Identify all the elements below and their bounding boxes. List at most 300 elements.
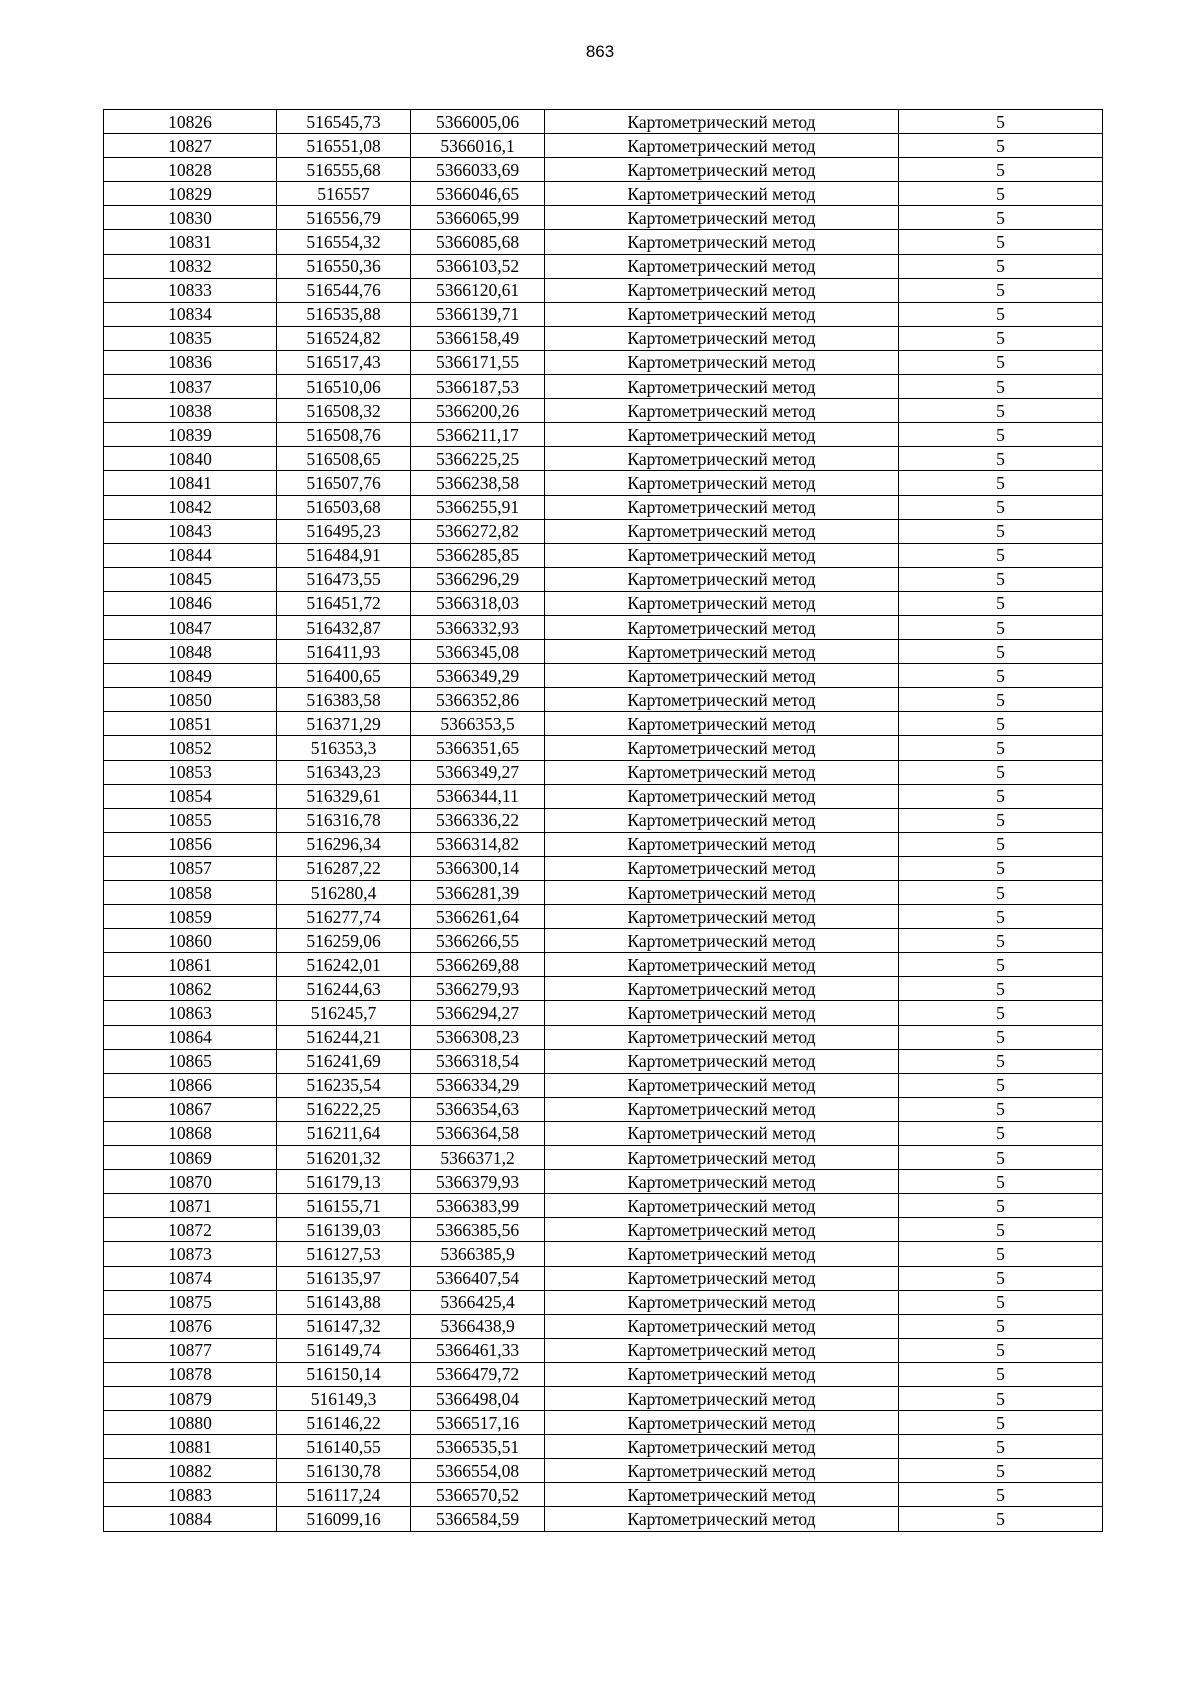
method-cell: Картометрический метод	[545, 591, 899, 615]
accuracy-cell: 5	[899, 567, 1103, 591]
table-row	[104, 881, 1103, 905]
table-row	[104, 1097, 1103, 1121]
method-cell: Картометрический метод	[545, 1507, 899, 1531]
y-coordinate-cell: 5366255,91	[411, 495, 545, 519]
point-number-cell: 10836	[104, 350, 277, 374]
method-cell: Картометрический метод	[545, 712, 899, 736]
y-coordinate-cell: 5366383,99	[411, 1194, 545, 1218]
accuracy-cell: 5	[899, 1218, 1103, 1242]
point-number-cell: 10871	[104, 1194, 277, 1218]
table-row	[104, 664, 1103, 688]
y-coordinate-cell: 5366269,88	[411, 953, 545, 977]
method-cell: Картометрический метод	[545, 1170, 899, 1194]
y-coordinate-cell: 5366353,5	[411, 712, 545, 736]
accuracy-cell: 5	[899, 1121, 1103, 1145]
accuracy-cell: 5	[899, 1242, 1103, 1266]
y-coordinate-cell: 5366385,56	[411, 1218, 545, 1242]
accuracy-cell: 5	[899, 206, 1103, 230]
table-row	[104, 230, 1103, 254]
y-coordinate-cell: 5366266,55	[411, 929, 545, 953]
method-cell: Картометрический метод	[545, 977, 899, 1001]
accuracy-cell: 5	[899, 1049, 1103, 1073]
point-number-cell: 10839	[104, 423, 277, 447]
x-coordinate-cell: 516411,93	[277, 640, 411, 664]
method-cell: Картометрический метод	[545, 158, 899, 182]
method-cell: Картометрический метод	[545, 615, 899, 639]
x-coordinate-cell: 516524,82	[277, 326, 411, 350]
point-number-cell: 10827	[104, 134, 277, 158]
point-number-cell: 10881	[104, 1435, 277, 1459]
y-coordinate-cell: 5366238,58	[411, 471, 545, 495]
x-coordinate-cell: 516179,13	[277, 1170, 411, 1194]
method-cell: Картометрический метод	[545, 1242, 899, 1266]
x-coordinate-cell: 516508,32	[277, 399, 411, 423]
point-number-cell: 10845	[104, 567, 277, 591]
accuracy-cell: 5	[899, 1290, 1103, 1314]
point-number-cell: 10862	[104, 977, 277, 1001]
table-row	[104, 712, 1103, 736]
x-coordinate-cell: 516149,3	[277, 1386, 411, 1410]
y-coordinate-cell: 5366158,49	[411, 326, 545, 350]
x-coordinate-cell: 516432,87	[277, 615, 411, 639]
point-number-cell: 10872	[104, 1218, 277, 1242]
point-number-cell: 10855	[104, 808, 277, 832]
method-cell: Картометрический метод	[545, 929, 899, 953]
y-coordinate-cell: 5366103,52	[411, 254, 545, 278]
table-row	[104, 1507, 1103, 1531]
table-row	[104, 1483, 1103, 1507]
x-coordinate-cell: 516245,7	[277, 1001, 411, 1025]
accuracy-cell: 5	[899, 591, 1103, 615]
method-cell: Картометрический метод	[545, 375, 899, 399]
point-number-cell: 10849	[104, 664, 277, 688]
y-coordinate-cell: 5366285,85	[411, 543, 545, 567]
accuracy-cell: 5	[899, 1338, 1103, 1362]
y-coordinate-cell: 5366139,71	[411, 302, 545, 326]
x-coordinate-cell: 516296,34	[277, 832, 411, 856]
point-number-cell: 10832	[104, 254, 277, 278]
point-number-cell: 10841	[104, 471, 277, 495]
method-cell: Картометрический метод	[545, 350, 899, 374]
table-row	[104, 1146, 1103, 1170]
table-row	[104, 905, 1103, 929]
y-coordinate-cell: 5366296,29	[411, 567, 545, 591]
table-row	[104, 736, 1103, 760]
table-row	[104, 1411, 1103, 1435]
point-number-cell: 10877	[104, 1338, 277, 1362]
point-number-cell: 10829	[104, 182, 277, 206]
y-coordinate-cell: 5366517,16	[411, 1411, 545, 1435]
method-cell: Картометрический метод	[545, 519, 899, 543]
table-row	[104, 784, 1103, 808]
method-cell: Картометрический метод	[545, 495, 899, 519]
y-coordinate-cell: 5366272,82	[411, 519, 545, 543]
table-row	[104, 1170, 1103, 1194]
method-cell: Картометрический метод	[545, 1073, 899, 1097]
table-row	[104, 326, 1103, 350]
accuracy-cell: 5	[899, 230, 1103, 254]
method-cell: Картометрический метод	[545, 134, 899, 158]
y-coordinate-cell: 5366425,4	[411, 1290, 545, 1314]
x-coordinate-cell: 516135,97	[277, 1266, 411, 1290]
method-cell: Картометрический метод	[545, 230, 899, 254]
x-coordinate-cell: 516555,68	[277, 158, 411, 182]
accuracy-cell: 5	[899, 1362, 1103, 1386]
table-row	[104, 495, 1103, 519]
table-row	[104, 399, 1103, 423]
x-coordinate-cell: 516241,69	[277, 1049, 411, 1073]
x-coordinate-cell: 516400,65	[277, 664, 411, 688]
table-row	[104, 206, 1103, 230]
accuracy-cell: 5	[899, 423, 1103, 447]
accuracy-cell: 5	[899, 1097, 1103, 1121]
table-row	[104, 615, 1103, 639]
method-cell: Картометрический метод	[545, 1290, 899, 1314]
point-number-cell: 10834	[104, 302, 277, 326]
point-number-cell: 10880	[104, 1411, 277, 1435]
table-row	[104, 543, 1103, 567]
y-coordinate-cell: 5366407,54	[411, 1266, 545, 1290]
x-coordinate-cell: 516545,73	[277, 110, 411, 134]
point-number-cell: 10853	[104, 760, 277, 784]
x-coordinate-cell: 516551,08	[277, 134, 411, 158]
x-coordinate-cell: 516507,76	[277, 471, 411, 495]
x-coordinate-cell: 516139,03	[277, 1218, 411, 1242]
y-coordinate-cell: 5366351,65	[411, 736, 545, 760]
table-row	[104, 977, 1103, 1001]
point-number-cell: 10828	[104, 158, 277, 182]
table-row	[104, 302, 1103, 326]
y-coordinate-cell: 5366354,63	[411, 1097, 545, 1121]
point-number-cell: 10870	[104, 1170, 277, 1194]
method-cell: Картометрический метод	[545, 881, 899, 905]
point-number-cell: 10837	[104, 375, 277, 399]
x-coordinate-cell: 516517,43	[277, 350, 411, 374]
accuracy-cell: 5	[899, 471, 1103, 495]
y-coordinate-cell: 5366352,86	[411, 688, 545, 712]
method-cell: Картометрический метод	[545, 664, 899, 688]
x-coordinate-cell: 516508,76	[277, 423, 411, 447]
x-coordinate-cell: 516383,58	[277, 688, 411, 712]
table-row	[104, 953, 1103, 977]
method-cell: Картометрический метод	[545, 567, 899, 591]
accuracy-cell: 5	[899, 688, 1103, 712]
table-row	[104, 278, 1103, 302]
page-number: 863	[585, 42, 615, 61]
y-coordinate-cell: 5366225,25	[411, 447, 545, 471]
point-number-cell: 10860	[104, 929, 277, 953]
table-row	[104, 1242, 1103, 1266]
y-coordinate-cell: 5366314,82	[411, 832, 545, 856]
y-coordinate-cell: 5366318,03	[411, 591, 545, 615]
method-cell: Картометрический метод	[545, 302, 899, 326]
table-row	[104, 856, 1103, 880]
point-number-cell: 10844	[104, 543, 277, 567]
accuracy-cell: 5	[899, 1194, 1103, 1218]
y-coordinate-cell: 5366344,11	[411, 784, 545, 808]
x-coordinate-cell: 516211,64	[277, 1121, 411, 1145]
method-cell: Картометрический метод	[545, 1386, 899, 1410]
point-number-cell: 10876	[104, 1314, 277, 1338]
table-row	[104, 688, 1103, 712]
y-coordinate-cell: 5366308,23	[411, 1025, 545, 1049]
accuracy-cell: 5	[899, 1314, 1103, 1338]
table-row	[104, 182, 1103, 206]
accuracy-cell: 5	[899, 1073, 1103, 1097]
method-cell: Картометрический метод	[545, 1097, 899, 1121]
accuracy-cell: 5	[899, 110, 1103, 134]
y-coordinate-cell: 5366498,04	[411, 1386, 545, 1410]
point-number-cell: 10857	[104, 856, 277, 880]
y-coordinate-cell: 5366479,72	[411, 1362, 545, 1386]
x-coordinate-cell: 516554,32	[277, 230, 411, 254]
y-coordinate-cell: 5366584,59	[411, 1507, 545, 1531]
x-coordinate-cell: 516130,78	[277, 1459, 411, 1483]
accuracy-cell: 5	[899, 760, 1103, 784]
point-number-cell: 10874	[104, 1266, 277, 1290]
accuracy-cell: 5	[899, 615, 1103, 639]
accuracy-cell: 5	[899, 1146, 1103, 1170]
table-row	[104, 1025, 1103, 1049]
x-coordinate-cell: 516150,14	[277, 1362, 411, 1386]
method-cell: Картометрический метод	[545, 1435, 899, 1459]
accuracy-cell: 5	[899, 447, 1103, 471]
point-number-cell: 10875	[104, 1290, 277, 1314]
point-number-cell: 10850	[104, 688, 277, 712]
table-row	[104, 1194, 1103, 1218]
y-coordinate-cell: 5366461,33	[411, 1338, 545, 1362]
point-number-cell: 10873	[104, 1242, 277, 1266]
method-cell: Картометрический метод	[545, 1146, 899, 1170]
accuracy-cell: 5	[899, 375, 1103, 399]
x-coordinate-cell: 516149,74	[277, 1338, 411, 1362]
table-row	[104, 1218, 1103, 1242]
method-cell: Картометрический метод	[545, 1483, 899, 1507]
method-cell: Картометрический метод	[545, 447, 899, 471]
y-coordinate-cell: 5366379,93	[411, 1170, 545, 1194]
y-coordinate-cell: 5366085,68	[411, 230, 545, 254]
method-cell: Картометрический метод	[545, 423, 899, 447]
table-row	[104, 1459, 1103, 1483]
point-number-cell: 10830	[104, 206, 277, 230]
method-cell: Картометрический метод	[545, 1025, 899, 1049]
accuracy-cell: 5	[899, 254, 1103, 278]
accuracy-cell: 5	[899, 350, 1103, 374]
point-number-cell: 10882	[104, 1459, 277, 1483]
accuracy-cell: 5	[899, 832, 1103, 856]
x-coordinate-cell: 516277,74	[277, 905, 411, 929]
accuracy-cell: 5	[899, 1411, 1103, 1435]
point-number-cell: 10838	[104, 399, 277, 423]
y-coordinate-cell: 5366385,9	[411, 1242, 545, 1266]
table-row	[104, 447, 1103, 471]
x-coordinate-cell: 516535,88	[277, 302, 411, 326]
accuracy-cell: 5	[899, 1435, 1103, 1459]
y-coordinate-cell: 5366200,26	[411, 399, 545, 423]
y-coordinate-cell: 5366281,39	[411, 881, 545, 905]
method-cell: Картометрический метод	[545, 856, 899, 880]
point-number-cell: 10861	[104, 953, 277, 977]
x-coordinate-cell: 516484,91	[277, 543, 411, 567]
method-cell: Картометрический метод	[545, 1411, 899, 1435]
table-row	[104, 640, 1103, 664]
method-cell: Картометрический метод	[545, 254, 899, 278]
point-number-cell: 10826	[104, 110, 277, 134]
x-coordinate-cell: 516473,55	[277, 567, 411, 591]
x-coordinate-cell: 516235,54	[277, 1073, 411, 1097]
accuracy-cell: 5	[899, 856, 1103, 880]
method-cell: Картометрический метод	[545, 1459, 899, 1483]
x-coordinate-cell: 516287,22	[277, 856, 411, 880]
table-row	[104, 423, 1103, 447]
accuracy-cell: 5	[899, 712, 1103, 736]
x-coordinate-cell: 516510,06	[277, 375, 411, 399]
method-cell: Картометрический метод	[545, 1218, 899, 1242]
y-coordinate-cell: 5366120,61	[411, 278, 545, 302]
table-row	[104, 1314, 1103, 1338]
x-coordinate-cell: 516242,01	[277, 953, 411, 977]
y-coordinate-cell: 5366349,27	[411, 760, 545, 784]
coordinates-table	[103, 109, 1103, 1532]
x-coordinate-cell: 516316,78	[277, 808, 411, 832]
x-coordinate-cell: 516329,61	[277, 784, 411, 808]
table-row	[104, 567, 1103, 591]
y-coordinate-cell: 5366279,93	[411, 977, 545, 1001]
accuracy-cell: 5	[899, 1170, 1103, 1194]
y-coordinate-cell: 5366334,29	[411, 1073, 545, 1097]
y-coordinate-cell: 5366261,64	[411, 905, 545, 929]
table-row	[104, 110, 1103, 134]
table-row	[104, 1073, 1103, 1097]
method-cell: Картометрический метод	[545, 1314, 899, 1338]
x-coordinate-cell: 516143,88	[277, 1290, 411, 1314]
accuracy-cell: 5	[899, 736, 1103, 760]
method-cell: Картометрический метод	[545, 953, 899, 977]
x-coordinate-cell: 516550,36	[277, 254, 411, 278]
method-cell: Картометрический метод	[545, 832, 899, 856]
table-row	[104, 760, 1103, 784]
accuracy-cell: 5	[899, 784, 1103, 808]
method-cell: Картометрический метод	[545, 736, 899, 760]
accuracy-cell: 5	[899, 1266, 1103, 1290]
x-coordinate-cell: 516222,25	[277, 1097, 411, 1121]
point-number-cell: 10847	[104, 615, 277, 639]
point-number-cell: 10883	[104, 1483, 277, 1507]
accuracy-cell: 5	[899, 640, 1103, 664]
x-coordinate-cell: 516353,3	[277, 736, 411, 760]
method-cell: Картометрический метод	[545, 110, 899, 134]
y-coordinate-cell: 5366364,58	[411, 1121, 545, 1145]
x-coordinate-cell: 516343,23	[277, 760, 411, 784]
y-coordinate-cell: 5366187,53	[411, 375, 545, 399]
point-number-cell: 10858	[104, 881, 277, 905]
point-number-cell: 10842	[104, 495, 277, 519]
y-coordinate-cell: 5366570,52	[411, 1483, 545, 1507]
x-coordinate-cell: 516371,29	[277, 712, 411, 736]
point-number-cell: 10852	[104, 736, 277, 760]
accuracy-cell: 5	[899, 905, 1103, 929]
method-cell: Картометрический метод	[545, 543, 899, 567]
point-number-cell: 10854	[104, 784, 277, 808]
y-coordinate-cell: 5366438,9	[411, 1314, 545, 1338]
accuracy-cell: 5	[899, 953, 1103, 977]
accuracy-cell: 5	[899, 1025, 1103, 1049]
table-row	[104, 1121, 1103, 1145]
x-coordinate-cell: 516146,22	[277, 1411, 411, 1435]
point-number-cell: 10831	[104, 230, 277, 254]
accuracy-cell: 5	[899, 929, 1103, 953]
accuracy-cell: 5	[899, 1459, 1103, 1483]
method-cell: Картометрический метод	[545, 784, 899, 808]
point-number-cell: 10848	[104, 640, 277, 664]
point-number-cell: 10835	[104, 326, 277, 350]
point-number-cell: 10879	[104, 1386, 277, 1410]
x-coordinate-cell: 516544,76	[277, 278, 411, 302]
x-coordinate-cell: 516244,63	[277, 977, 411, 1001]
accuracy-cell: 5	[899, 1483, 1103, 1507]
accuracy-cell: 5	[899, 1507, 1103, 1531]
x-coordinate-cell: 516557	[277, 182, 411, 206]
y-coordinate-cell: 5366171,55	[411, 350, 545, 374]
table-row	[104, 1001, 1103, 1025]
y-coordinate-cell: 5366065,99	[411, 206, 545, 230]
x-coordinate-cell: 516259,06	[277, 929, 411, 953]
x-coordinate-cell: 516140,55	[277, 1435, 411, 1459]
method-cell: Картометрический метод	[545, 1194, 899, 1218]
accuracy-cell: 5	[899, 182, 1103, 206]
table-row	[104, 519, 1103, 543]
accuracy-cell: 5	[899, 543, 1103, 567]
point-number-cell: 10846	[104, 591, 277, 615]
method-cell: Картометрический метод	[545, 471, 899, 495]
y-coordinate-cell: 5366005,06	[411, 110, 545, 134]
table-row	[104, 471, 1103, 495]
point-number-cell: 10867	[104, 1097, 277, 1121]
point-number-cell: 10840	[104, 447, 277, 471]
point-number-cell: 10833	[104, 278, 277, 302]
accuracy-cell: 5	[899, 519, 1103, 543]
x-coordinate-cell: 516451,72	[277, 591, 411, 615]
x-coordinate-cell: 516117,24	[277, 1483, 411, 1507]
method-cell: Картометрический метод	[545, 399, 899, 423]
accuracy-cell: 5	[899, 664, 1103, 688]
x-coordinate-cell: 516280,4	[277, 881, 411, 905]
y-coordinate-cell: 5366371,2	[411, 1146, 545, 1170]
method-cell: Картометрический метод	[545, 182, 899, 206]
y-coordinate-cell: 5366336,22	[411, 808, 545, 832]
table-row	[104, 591, 1103, 615]
x-coordinate-cell: 516503,68	[277, 495, 411, 519]
method-cell: Картометрический метод	[545, 1266, 899, 1290]
x-coordinate-cell: 516508,65	[277, 447, 411, 471]
y-coordinate-cell: 5366046,65	[411, 182, 545, 206]
method-cell: Картометрический метод	[545, 760, 899, 784]
y-coordinate-cell: 5366300,14	[411, 856, 545, 880]
y-coordinate-cell: 5366211,17	[411, 423, 545, 447]
point-number-cell: 10859	[104, 905, 277, 929]
x-coordinate-cell: 516147,32	[277, 1314, 411, 1338]
y-coordinate-cell: 5366033,69	[411, 158, 545, 182]
method-cell: Картометрический метод	[545, 1121, 899, 1145]
point-number-cell: 10868	[104, 1121, 277, 1145]
x-coordinate-cell: 516099,16	[277, 1507, 411, 1531]
table-row	[104, 832, 1103, 856]
method-cell: Картометрический метод	[545, 326, 899, 350]
point-number-cell: 10863	[104, 1001, 277, 1025]
table-row	[104, 1386, 1103, 1410]
method-cell: Картометрический метод	[545, 1338, 899, 1362]
point-number-cell: 10869	[104, 1146, 277, 1170]
